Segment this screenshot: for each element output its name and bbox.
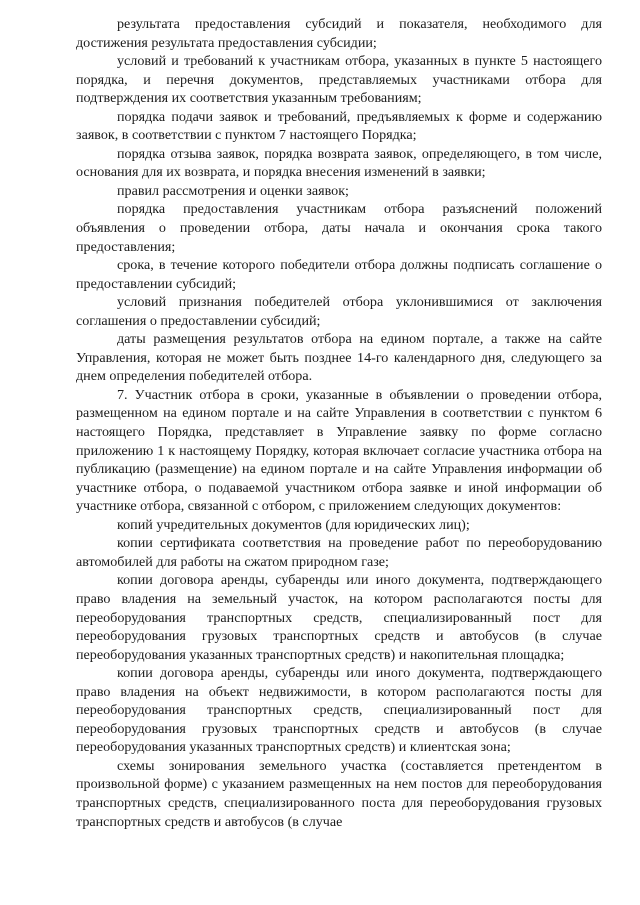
paragraph-subsidy-result: результата предоставления субсидий и показателя, необходимого для достижения результата предоставления субсидии; bbox=[76, 16, 602, 51]
paragraph-evasion-conditions: условий признания победителей отбора уклонившимися от заключения соглашения о предоставлении субсидий; bbox=[76, 294, 602, 329]
paragraph-conformity-certificate: копии сертификата соответствия на проведение работ по переоборудованию автомобилей для работы на сжатом природном газе; bbox=[76, 535, 602, 570]
paragraph-zoning-scheme: схемы зонирования земельного участка (составляется претендентом в произвольной форме) с указанием размещенных на нем постов для переоборудования транспортных средств, специализированного поста для переоборудования грузовых транспортных средств и автобусов (в случае bbox=[76, 757, 602, 830]
paragraph-review-rules: правил рассмотрения и оценки заявок; bbox=[117, 182, 349, 199]
paragraph-founding-documents: копий учредительных документов (для юридических лиц); bbox=[117, 516, 470, 533]
paragraph-clause-7: 7. Участник отбора в сроки, указанные в объявлении о проведении отбора, размещенном на едином портале и на сайте Управления в соответствии с пунктом 6 настоящего Порядка, представляет в Управление заявку по форме согласно приложению 1 к настоящему Порядку, которая включает согласие участника отбора на публикацию (размещение) на едином портале и на сайте Управления информации об участнике отбора, о подаваемой участником отбора заявке и иной информации об участнике отбора, связанной с отбором, с приложением следующих документов: bbox=[76, 386, 602, 515]
paragraph-participant-requirements: условий и требований к участникам отбора, указанных в пункте 5 настоящего порядка, и перечня документов, представляемых участниками отбора для подтверждения их соответствия указанным требованиям; bbox=[76, 53, 602, 107]
paragraph-results-publication: даты размещения результатов отбора на едином портале, а также на сайте Управления, которая не может быть позднее 14-го календарного дня, следующего за днем определения победителей отбора. bbox=[76, 331, 602, 385]
paragraph-land-lease: копии договора аренды, субаренды или иного документа, подтверждающего право владения на земельный участок, на котором располагаются посты для переоборудования транспортных средств, специализированный пост для переоборудования грузовых транспортных средств и автобусов (в случае переоборудования указанных транспортных средств) и накопительная площадка; bbox=[76, 572, 602, 663]
document-page bbox=[76, 15, 602, 831]
paragraph-clarifications: порядка предоставления участникам отбора разъяснений положений объявления о проведении отбора, даты начала и окончания срока такого предоставления; bbox=[76, 201, 602, 255]
paragraph-agreement-deadline: срока, в течение которого победители отбора должны подписать соглашение о предоставлении субсидий; bbox=[76, 257, 602, 292]
paragraph-application-procedure: порядка подачи заявок и требований, предъявляемых к форме и содержанию заявок, в соответствии с пунктом 7 настоящего Порядка; bbox=[76, 108, 602, 144]
paragraph-property-lease: копии договора аренды, субаренды или иного документа, подтверждающего право владения на объект недвижимости, в котором располагаются посты для переоборудования транспортных средств, специализированный пост для переоборудования грузовых транспортных средств и автобусов (в случае переоборудования указанных транспортных средств) и клиентская зона; bbox=[76, 665, 602, 756]
paragraph-application-withdrawal: порядка отзыва заявок, порядка возврата заявок, определяющего, в том числе, основания для их возврата, и порядка внесения изменений в заявки; bbox=[76, 145, 602, 181]
